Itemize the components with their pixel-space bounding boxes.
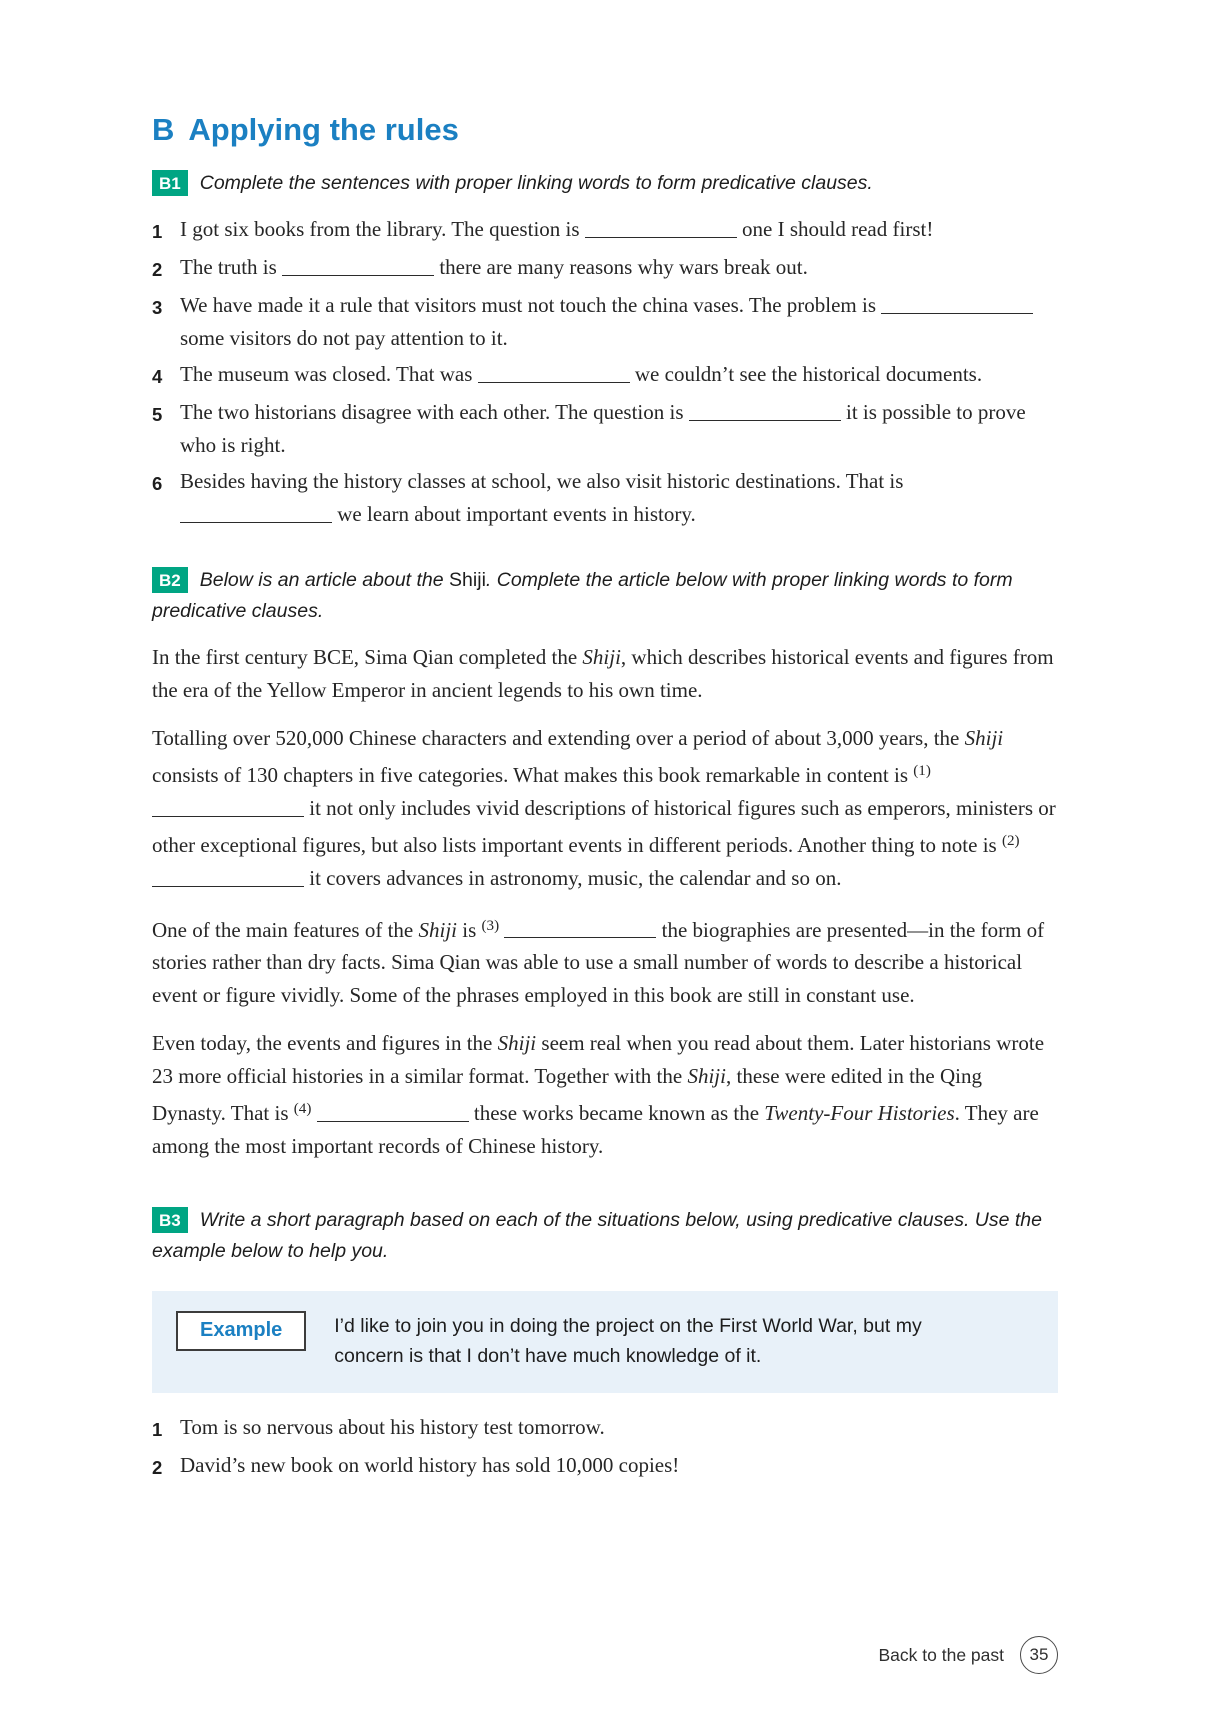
item-number: 4: [152, 366, 163, 387]
blank-line: [282, 258, 434, 276]
article-paragraph: Even today, the events and figures in the Shiji seem real when you read about them. Later historians wrote 23 more official histories in a similar format. Together with the Shiji, these were edited in the Qing Dynasty. That is $^{(4)}$ these works became known as the Twenty-Four Histories. They are among the most important records of Chinese history.: [152, 1031, 1045, 1159]
item-text: David’s new book on world history has sold 10,000 copies!: [180, 1453, 680, 1478]
blank-line: [180, 505, 332, 523]
section-letter: B: [152, 112, 175, 147]
item-number: 6: [152, 473, 163, 494]
b1-items: [152, 213, 1058, 531]
item-number: 1: [152, 1419, 163, 1441]
example-box: [176, 1311, 306, 1351]
exercise-item: [152, 1449, 1058, 1484]
b1-badge: B1: [152, 170, 188, 196]
blank-line: [504, 921, 656, 939]
b3-instruction-row: [152, 1205, 1058, 1267]
article-paragraph: Totalling over 520,000 Chinese characters and extending over a period of about 3,000 years, the Shiji consists of 130 chapters in five categories. What makes this book remarkable in content is $^{(1)}$ it not only includes vivid descriptions of historical figures such as emperors, ministers or other exceptional figures, but also lists important events in different periods. Another thing to note is $^{(2)}$ it covers advances in astronomy, music, the calendar and so on.: [152, 726, 1056, 890]
section-title: Applying the rules: [188, 112, 459, 147]
item-text: The museum was closed. That was we couldn’t see the historical documents.: [180, 362, 983, 386]
exercise-item: [152, 465, 1058, 531]
exercise-item: [152, 1411, 1058, 1446]
section-heading: [152, 112, 1058, 148]
b2-badge: B2: [152, 567, 188, 593]
blank-line: [881, 296, 1033, 314]
blank-line: [152, 799, 304, 817]
b3-items: [152, 1411, 1058, 1484]
blank-line: [152, 869, 304, 887]
blank-line: [478, 365, 630, 383]
b1-instruction-row: [152, 168, 1058, 199]
b3-instruction: Write a short paragraph based on each of the situations below, using predicative clauses. Use the example below to help you.: [152, 1209, 1042, 1263]
blank-line: [689, 403, 841, 421]
example-text: I’d like to join you in doing the project on the First World War, but my concern is that I don’t have much knowledge of it.: [334, 1315, 922, 1368]
footer: [152, 1636, 1058, 1674]
page-number-circle: [1020, 1636, 1058, 1674]
item-text: I got six books from the library. The question is one I should read first!: [180, 217, 934, 241]
item-number: 5: [152, 404, 163, 425]
page-number: 35: [1029, 1645, 1049, 1664]
exercise-item: [152, 251, 1058, 286]
blank-line: [317, 1104, 469, 1122]
item-text: Tom is so nervous about his history test tomorrow.: [180, 1415, 605, 1440]
item-number: 3: [152, 297, 163, 318]
b2-instruction-row: [152, 565, 1058, 627]
exercise-item: [152, 358, 1058, 393]
blank-number: (2): [1001, 832, 1020, 849]
blank-number: (3): [481, 917, 500, 934]
blank-line: [585, 220, 737, 238]
page-content: [152, 112, 1058, 1514]
blank-number: (1): [913, 763, 931, 779]
article-paragraph: In the first century BCE, Sima Qian completed the Shiji, which describes historical events and figures from the era of the Yellow Emperor in ancient legends to his own time.: [152, 645, 1054, 702]
exercise-item: [152, 213, 1058, 248]
b1-instruction: Complete the sentences with proper linking words to form predicative clauses.: [199, 172, 873, 194]
footer-chapter-title: Back to the past: [878, 1644, 1004, 1665]
item-number: 2: [152, 259, 163, 280]
example-strip: [152, 1291, 1058, 1393]
item-text: The two historians disagree with each other. The question is it is possible to prove who is right.: [180, 400, 1026, 457]
blank-number: (4): [293, 1101, 312, 1118]
item-text: Besides having the history classes at school, we also visit historic destinations. That is we learn about important events in history.: [180, 469, 904, 526]
item-number: 1: [152, 221, 163, 242]
item-number: 2: [152, 1457, 163, 1479]
article-paragraph: One of the main features of the Shiji is $^{(3)}$ the biographies are presented—in the form of stories rather than dry facts. Sima Qian was able to use a small number of words to describe a historical event or figure vividly. Some of the phrases employed in this book are still in constant use.: [152, 917, 1045, 1008]
exercise-item: [152, 289, 1058, 355]
item-text: The truth is there are many reasons why wars break out.: [180, 255, 808, 279]
example-label: Example: [200, 1319, 283, 1342]
exercise-item: [152, 396, 1058, 462]
item-text: We have made it a rule that visitors must not touch the china vases. The problem is some visitors do not pay attention to it.: [180, 289, 1058, 355]
b2-instruction: Below is an article about the Shiji. Complete the article below with proper linking words to form predicative clauses.: [152, 569, 1013, 622]
b3-badge: B3: [152, 1207, 188, 1233]
